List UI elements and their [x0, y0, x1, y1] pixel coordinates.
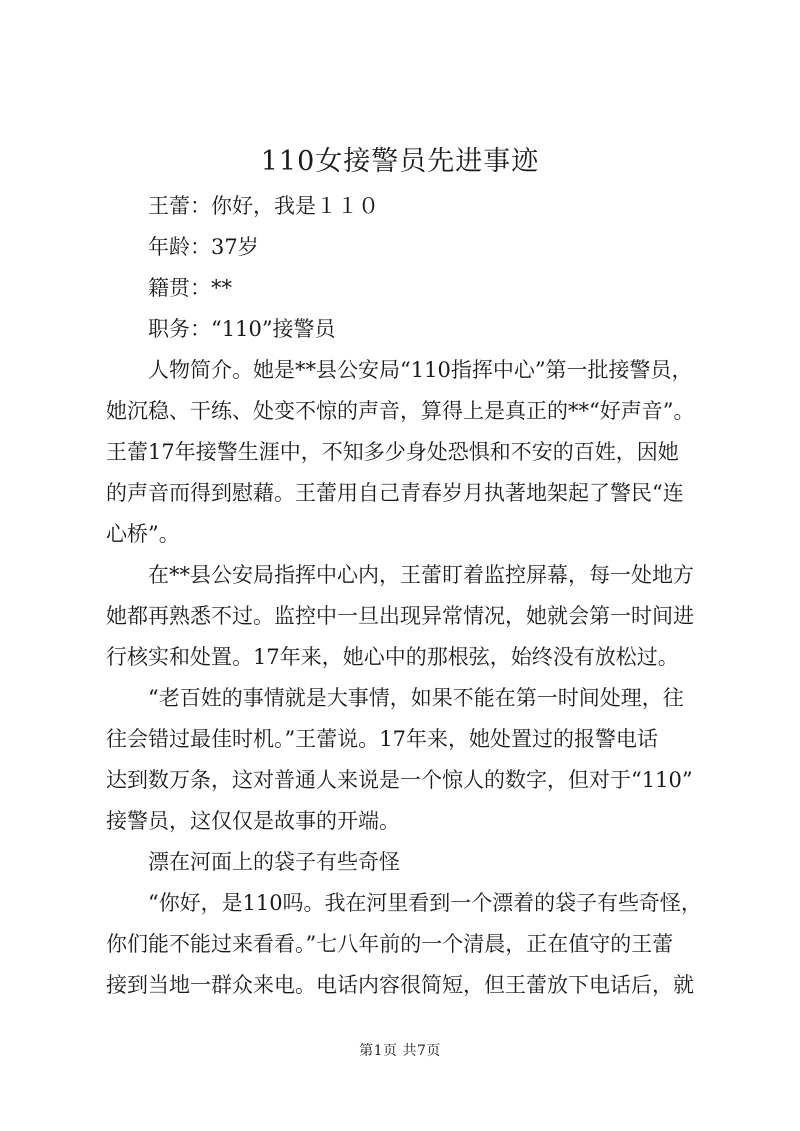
text-line: 人物简介。她是**县公安局“110指挥中心”第一批接警员，: [148, 358, 693, 382]
document-title: 110女接警员先进事迹: [260, 146, 540, 177]
text-line: 行核实和处置。17年来，她心中的那根弦，始终没有放松过。: [106, 645, 679, 669]
text-line: 在**县公安局指挥中心内，王蕾盯着监控屏幕，每一处地方: [148, 563, 694, 587]
text-line: 达到数万条，这对普通人来说是一个惊人的数字，但对于“110”: [106, 768, 693, 792]
text-line: 你们能不能过来看看。”七八年前的一个清晨，正在值守的王蕾: [106, 932, 674, 956]
text-line: “老百姓的事情就是大事情，如果不能在第一时间处理，往: [148, 686, 684, 710]
document-body: [106, 186, 702, 1006]
text-line: 籍贯：**: [148, 276, 232, 300]
page-footer: 第1页 共7页: [359, 1043, 441, 1059]
text-line: 心桥”。: [106, 522, 180, 546]
text-line: 漂在河面上的袋子有些奇怪: [148, 850, 400, 874]
text-line: 她都再熟悉不过。监控中一旦出现异常情况，她就会第一时间进: [106, 604, 694, 628]
text-line: 职务：“110”接警员: [148, 317, 336, 341]
text-line: 王蕾17年接警生涯中，不知多少身处恐惧和不安的百姓，因她: [106, 440, 679, 464]
text-line: 她沉稳、干练、处变不惊的声音，算得上是真正的**“好声音”。: [106, 399, 695, 423]
text-line: “你好，是110吗。我在河里看到一个漂着的袋子有些奇怪，: [148, 891, 702, 915]
text-line: 的声音而得到慰藉。王蕾用自己青春岁月执著地架起了警民“连: [106, 481, 684, 505]
text-line: 接警员，这仅仅是故事的开端。: [106, 809, 400, 833]
text-line: 往会错过最佳时机。”王蕾说。17年来，她处置过的报警电话: [106, 727, 658, 751]
text-line: 年龄：37岁: [148, 235, 259, 259]
text-line: 接到当地一群众来电。电话内容很简短，但王蕾放下电话后，就: [106, 973, 694, 997]
text-line: 王蕾：你好，我是１１０: [148, 194, 379, 218]
